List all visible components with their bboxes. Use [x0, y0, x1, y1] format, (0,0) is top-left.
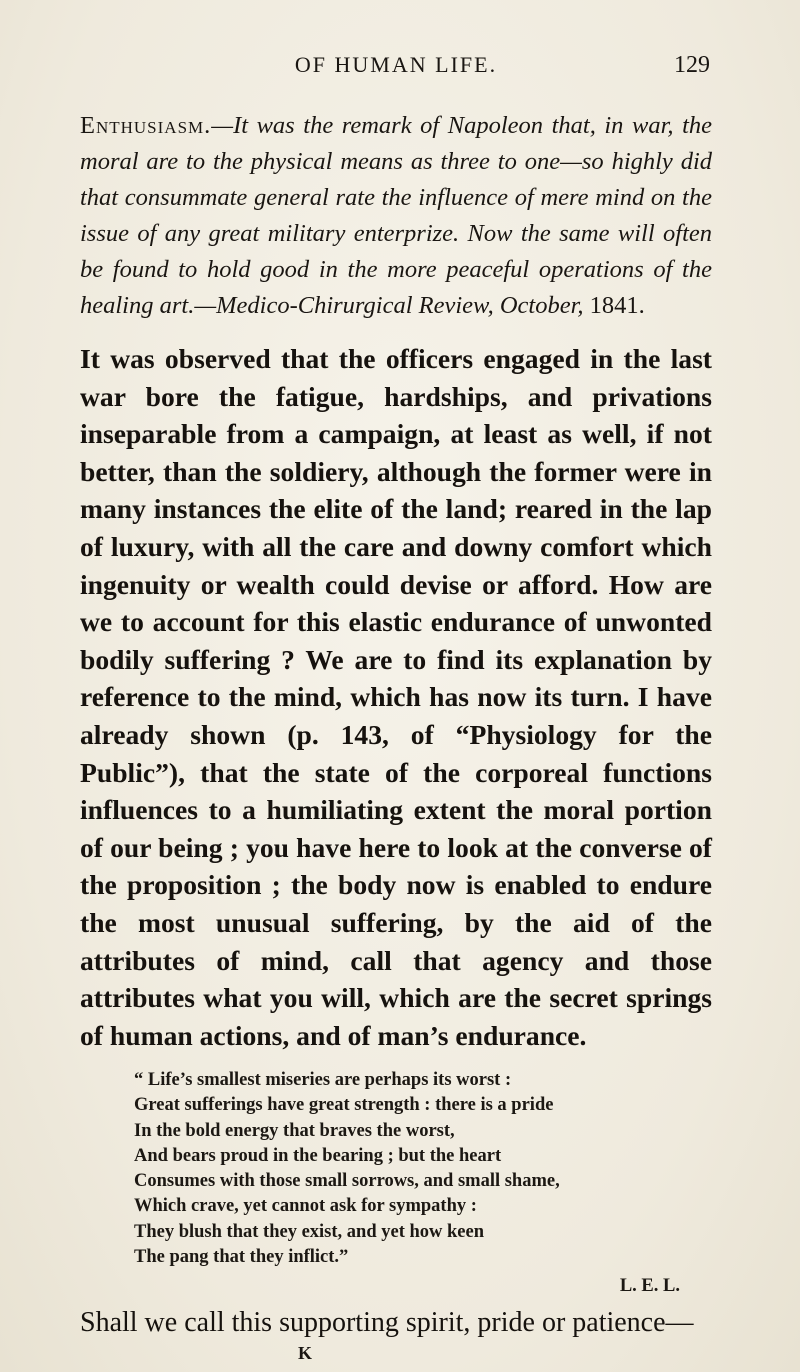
poem-line: Great sufferings have great strength : there is a pride: [134, 1095, 554, 1116]
poem-quotation: [134, 1068, 712, 1299]
epigraph-year: 1841.: [583, 292, 645, 319]
running-head: [80, 52, 712, 86]
poem-line: In the bold energy that braves the worst,: [134, 1120, 455, 1141]
poem-line: Consumes with those small sorrows, and small shame,: [134, 1171, 560, 1192]
signature-mark: K: [298, 1343, 313, 1364]
epigraph-quote: —It was the remark of Napoleon that, in war, the moral are to the physical means as three to one—so highly did that consummate general rate the influence of mere mind on the issue of any great military enterprize. Now the same will often be found to hold good in the more peaceful operations of the healing art.—Medico-Chirurgical Review, October,: [80, 112, 712, 319]
epigraph: [80, 108, 712, 324]
body-paragraph: It was observed that the officers engaged in the last war bore the fatigue, hardships, and privations inseparable from a campaign, at least as well, if not better, than the soldiery, although the former were in many instances the elite of the land; reared in the lap of luxury, with all the care and downy comfort which ingenuity or wealth could devise or afford. How are we to account for this elastic endurance of unwonted bodily suffering ? We are to find its explanation by reference to the mind, which has now its turn. I have already shown (p. 143, of “Physiology for the Public”), that the state of the corporeal functions influences to a humiliating extent the moral portion of our being ; you have here to look at the converse of the proposition ; the body now is enabled to endure the most unusual suffering, by the aid of the attributes of mind, call that agency and those attributes what you will, which are the secret springs of human actions, and of man’s endurance.: [80, 343, 712, 1051]
closing-line: Shall we call this supporting spirit, pride or patience—: [80, 1307, 694, 1339]
epigraph-lead: Enthusiasm.: [80, 112, 212, 139]
poem-line: And bears proud in the bearing ; but the heart: [134, 1145, 502, 1166]
poem-line: “ Life’s smallest miseries are perhaps its worst :: [134, 1070, 512, 1091]
poem-attribution: L. E. L.: [619, 1275, 680, 1296]
page-number: 129: [674, 52, 710, 78]
poem-line: The pang that they inflict.”: [134, 1246, 349, 1267]
poem-line: They blush that they exist, and yet how keen: [134, 1221, 485, 1242]
running-title: OF HUMAN LIFE.: [294, 52, 498, 77]
poem-line: Which crave, yet cannot ask for sympathy :: [134, 1196, 477, 1217]
